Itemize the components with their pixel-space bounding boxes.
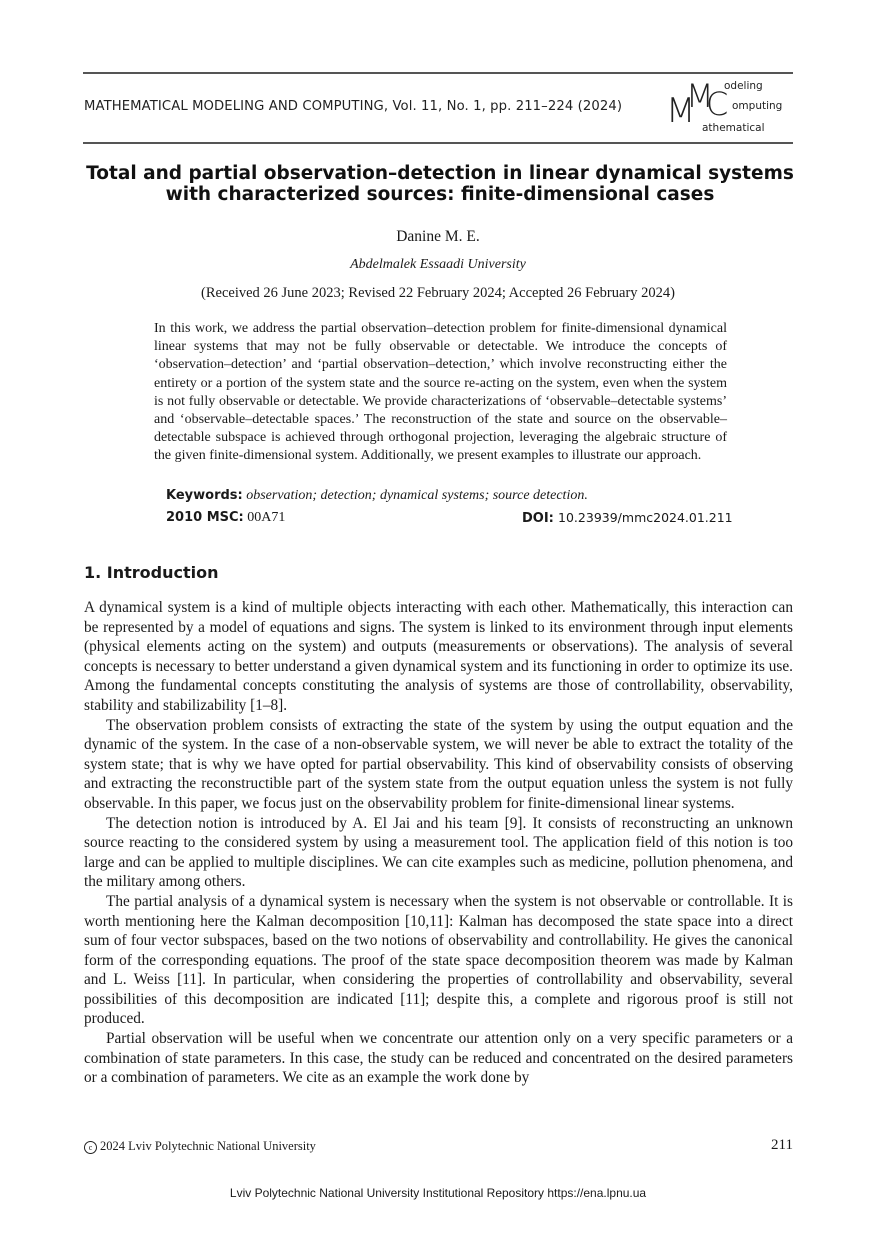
copyright-icon: c [84,1141,97,1154]
page-number: 211 [771,1137,793,1153]
copyright-text: 2024 Lviv Polytechnic National University [100,1139,316,1153]
keywords-value: observation; detection; dynamical systems; source detection. [246,488,588,503]
msc [166,510,285,526]
title-line-2: with characterized sources: finite-dimensional cases [165,184,715,205]
logo-letter-m2: M [686,77,714,115]
journal-citation: MATHEMATICAL MODELING AND COMPUTING, Vol. 11, No. 1, pp. 211–224 (2024) [84,99,623,114]
keywords [166,488,588,504]
submission-dates: (Received 26 June 2023; Revised 22 February 2024; Accepted 26 February 2024) [201,285,675,301]
section-heading: 1. Introduction [84,563,219,582]
title-line-1: Total and partial observation–detection in linear dynamical systems [86,163,794,184]
doi-label: DOI: [522,511,554,526]
paragraph: A dynamical system is a kind of multiple objects interacting with each other. Mathematically, this interaction can be represented by a model of equations and signs. The system is linked to its environment through input elements (physical elements acting on the system) and outputs (measurements or observations). The analysis of several concepts is necessary to better understand a given dynamical system and its functioning in order to optimize its use. Among the fundamental concepts constituting the analysis of systems are those of controllability, observability, stability and stabilizability [1–8]. [84,599,793,714]
abstract: In this work, we address the partial observation–detection problem for finite-dimensional dynamical linear systems that may not be fully observable or detectable. We introduce the concepts of ‘observation–detection’ and ‘partial observation–detection,’ which involve reconstructing either the entirety or a portion of the system state and the source re-acting on the system, even when the system is not fully observable or detectable. We provide characterizations of ‘observable–detectable systems’ and ‘observable–detectable spaces.’ The reconstruction of the state and source on the observable–detectable subspace is achieved through orthogonal projection, leveraging the algebraic structure of the given finite-dimensional system. Additionally, we present examples to illustrate our approach. [154,321,727,464]
repository-notice[interactable]: Lviv Polytechnic National University Institutional Repository https://ena.lpnu.ua [229,1186,647,1200]
paragraph: The partial analysis of a dynamical system is necessary when the system is not observable or controllable. It is worth mentioning here the Kalman decomposition [10,11]: Kalman has decomposed the state space into a direct sum of four vector subspaces, based on the two notions of observability and controllability. He gives the canonical form of the corresponding equations. The proof of the state space decomposition theorem was made by Kalman and L. Weiss [11]. In particular, when considering the properties of controllability and observability, several possibilities of this decomposition are indicated [11]; despite this, a complete and rigorous proof is still not produced. [84,892,793,1028]
affiliation: Abdelmalek Essaadi University [350,257,526,272]
paper-title [84,163,796,205]
keywords-label: Keywords: [166,488,243,503]
logo-omputing: omputing [732,100,783,112]
header-top-rule [83,72,793,74]
paragraph: Partial observation will be useful when we concentrate our attention only on a very specific parameters or a combination of state parameters. In this case, the study can be reduced and concentrated on the desired parameters or a combination of parameters. We cite as an example the work done by [84,1030,793,1087]
header-bottom-rule [83,142,793,144]
author: Danine M. E. [396,228,480,245]
journal-logo [664,78,794,138]
logo-letter-m1: M [666,91,696,131]
logo-letter-c: C [706,85,729,123]
body-text [84,598,793,1088]
doi [522,510,733,526]
logo-odeling: odeling [724,80,763,92]
paragraph: The observation problem consists of extracting the state of the system by using the output equation and the dynamic of the system. In the case of a non-observable system, we will never be able to extract the totality of the system state; that is why we have opted for partial observability. This kind of observability consists of observing and extracting the reconstructible part of the system state from the output equation unless the system is not fully observable. In this paper, we focus just on the observability problem for finite-dimensional linear systems. [84,716,793,812]
msc-label: 2010 MSC: [166,510,244,525]
doi-value[interactable]: 10.23939/mmc2024.01.211 [558,510,733,525]
msc-value: 00A71 [247,510,286,525]
paragraph: The detection notion is introduced by A. El Jai and his team [9]. It consists of reconstructing an unknown source reacting to the considered system by using a measurement tool. The application field of this notion is too large and can be applied to multiple disciplines. We can cite examples such as medicine, pollution phenomena, and the military among others. [84,814,793,891]
copyright [84,1139,316,1154]
logo-athematical: athematical [702,122,765,134]
